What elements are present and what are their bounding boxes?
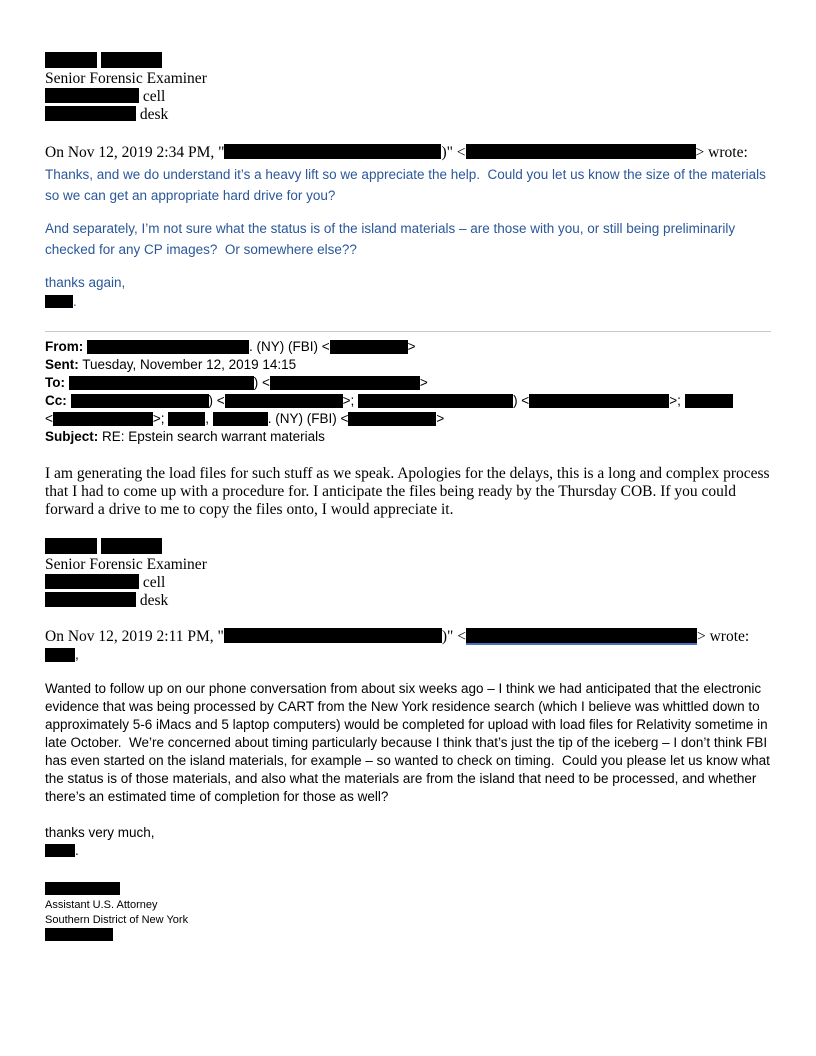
- redaction-box: [466, 628, 697, 643]
- redaction-box: [685, 394, 733, 408]
- redaction-box: [101, 52, 162, 68]
- redacted-phone-line: [45, 928, 771, 944]
- redaction-box: [45, 88, 139, 103]
- cc-sep: >;: [342, 393, 359, 408]
- redaction-box: [45, 592, 136, 607]
- cc-sep: <: [45, 411, 53, 426]
- cc-label: Cc:: [45, 393, 67, 408]
- redaction-box: [168, 412, 205, 426]
- redaction-box: [87, 340, 249, 354]
- redaction-box: [45, 844, 75, 857]
- cell-label: cell: [142, 574, 166, 591]
- attribution-mid: )" <: [441, 628, 466, 645]
- desk-line: [45, 106, 771, 124]
- bottom-closing-line: thanks very much,: [45, 825, 155, 840]
- to-end: >: [419, 375, 428, 390]
- redaction-box: [224, 144, 441, 159]
- cell-line: [45, 574, 771, 592]
- redaction-box: [529, 394, 669, 408]
- from-label: From:: [45, 339, 84, 354]
- redaction-box: [348, 412, 436, 426]
- sent-line: [45, 356, 771, 374]
- forensic-signature-middle: [45, 538, 771, 610]
- desk-label: desk: [139, 106, 169, 123]
- redaction-box: [358, 394, 513, 408]
- ausa-title: Assistant U.S. Attorney: [45, 899, 158, 911]
- job-title: Senior Forensic Examiner: [45, 70, 207, 87]
- redaction-box: [45, 52, 97, 68]
- from-line: [45, 338, 771, 356]
- cc-line: [45, 392, 771, 428]
- cc-sep: >;: [669, 393, 685, 408]
- blue-paragraph-2: And separately, I’m not sure what the status is of the island materials – are those with you, or still being preliminarily checked for any CP images? Or somewhere else??: [45, 221, 739, 257]
- redaction-box: [330, 340, 408, 354]
- from-end: >: [407, 339, 416, 354]
- attribution-line-2: [45, 628, 771, 646]
- redaction-box: [101, 538, 162, 554]
- redaction-box: [225, 394, 343, 408]
- quoted-header: [45, 338, 771, 446]
- signoff-punct: .: [73, 294, 77, 309]
- from-mid: . (NY) (FBI) <: [249, 339, 330, 354]
- cc-sep: ) <: [208, 393, 225, 408]
- desk-label: desk: [139, 592, 169, 609]
- cc-sep: . (NY) (FBI) <: [267, 411, 349, 426]
- job-title: Senior Forensic Examiner: [45, 556, 207, 573]
- ausa-signature: [45, 882, 771, 944]
- cc-sep: ) <: [513, 393, 530, 408]
- redaction-box: [71, 394, 209, 408]
- cell-label: cell: [142, 88, 166, 105]
- attribution-line-1: [45, 144, 771, 162]
- sent-value: Tuesday, November 12, 2019 14:15: [82, 357, 297, 372]
- redaction-box: [45, 648, 75, 662]
- greeting-line: [45, 646, 771, 664]
- middle-body-paragraph: I am generating the load files for such stuff as we speak. Apologies for the delays, this is a long and complex process that I had to come up with a procedure for. I anticipate the files being ready by the Thursday COB. If you could forward a drive to me to copy the files onto, I would appreciate it.: [45, 465, 774, 518]
- redaction-box: [69, 376, 254, 390]
- subject-label: Subject:: [45, 429, 99, 444]
- subject-line: [45, 428, 771, 446]
- redacted-signoff-line: [45, 293, 771, 311]
- attribution-prefix: On Nov 12, 2019 2:34 PM, ": [45, 144, 225, 161]
- forensic-signature-top: [45, 52, 771, 124]
- redacted-name-line: [45, 52, 771, 70]
- bottom-signoff-line: [45, 842, 771, 860]
- reply-body-blue: [45, 164, 771, 311]
- attribution-suffix: > wrote:: [696, 628, 750, 645]
- signoff-punct: .: [75, 843, 79, 858]
- greeting-punct: ,: [75, 647, 79, 662]
- ausa-office: Southern District of New York: [45, 914, 189, 926]
- redaction-box: [270, 376, 420, 390]
- blue-paragraph-1: Thanks, and we do understand it’s a heavy lift so we appreciate the help. Could you let us know the size of the materials so we can get an appropriate hard drive for you?: [45, 167, 770, 203]
- redaction-box: [45, 538, 97, 554]
- subject-value: RE: Epstein search warrant materials: [102, 429, 325, 444]
- cc-sep: >;: [152, 411, 169, 426]
- redaction-box: [466, 144, 696, 159]
- sent-label: Sent:: [45, 357, 79, 372]
- redaction-box: [53, 412, 153, 426]
- redacted-name-line: [45, 882, 771, 898]
- bottom-body-paragraph: Wanted to follow up on our phone conversation from about six weeks ago – I think we had anticipated that the electronic evidence that was being processed by CART from the New York residence search (which I believe was whittled down to approximately 5-6 iMacs and 5 laptop computers) would be completed for upload with load files for Relativity sometime in late October. We’re concerned about timing particularly because I think that’s just the tip of the iceberg – I don’t think FBI has even started on the island materials, for example – so wanted to check on timing. Could you please let us know what the status is of those materials, and also what the materials are from the island that need to be processed, and whether there’s an estimated time of completion for those as well?: [45, 681, 774, 804]
- attribution-suffix: > wrote:: [695, 144, 748, 161]
- redaction-box: [45, 106, 136, 121]
- redaction-box: [45, 574, 139, 589]
- cc-sep: ,: [205, 411, 213, 426]
- cc-sep: >: [436, 411, 445, 426]
- message-separator: [45, 331, 771, 332]
- attribution-prefix: On Nov 12, 2019 2:11 PM, ": [45, 628, 224, 645]
- cell-line: [45, 88, 771, 106]
- redaction-box: [213, 412, 268, 426]
- to-label: To:: [45, 375, 65, 390]
- to-line: [45, 374, 771, 392]
- redaction-box: [45, 882, 120, 895]
- closing-line: thanks again,: [45, 275, 126, 290]
- desk-line: [45, 592, 771, 610]
- redacted-name-line: [45, 538, 771, 556]
- redaction-box: [45, 928, 113, 941]
- to-mid: ) <: [253, 375, 270, 390]
- redaction-box: [224, 628, 442, 643]
- redaction-box: [45, 295, 73, 308]
- attribution-mid: )" <: [441, 144, 466, 161]
